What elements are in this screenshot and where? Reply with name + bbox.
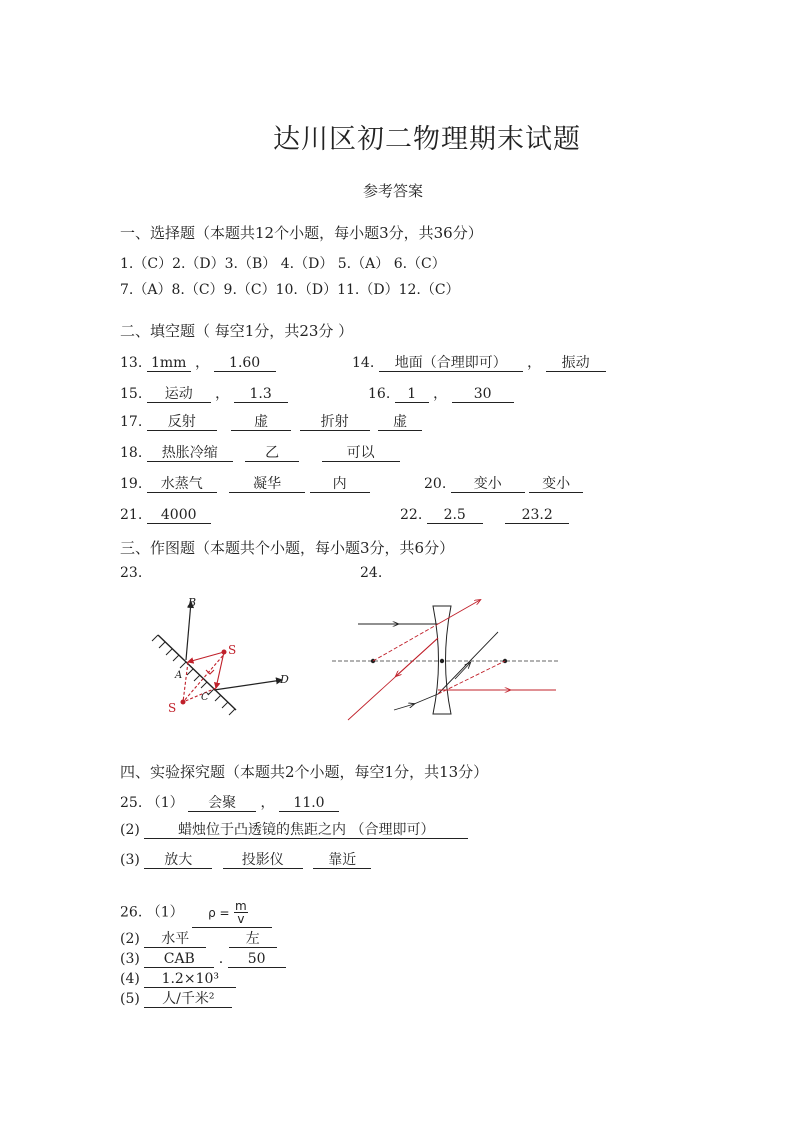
q15-answer1: 运动 [147, 386, 211, 403]
formula-numerator: m [235, 899, 247, 913]
q15-sep: ， [215, 386, 230, 402]
label-s: S [228, 643, 237, 657]
q25-2-answer: 蜡烛位于凸透镜的焦距之内 （合理即可） [144, 822, 468, 839]
section3-heading: 三、作图题（本题共个小题，每小题3分，共6分） [120, 539, 455, 557]
label-c: C [201, 692, 209, 703]
formula-lhs: ρ = [208, 905, 230, 920]
q20-answer1: 变小 [451, 476, 525, 493]
section1-row1: 1.（C）2.（D）3.（B） 4.（D） 5.（A） 6.（C） [120, 256, 446, 272]
formula-fraction [234, 900, 248, 925]
q16 [368, 383, 514, 403]
q26-5-part: (5) [120, 991, 140, 1007]
q16-num: 16. [368, 386, 391, 402]
q24-label: 24. [360, 565, 383, 581]
q16-answer2: 30 [452, 386, 514, 403]
q17-answer4: 虚 [378, 414, 422, 431]
q18-num: 18. [120, 445, 143, 461]
q14-sep: ， [527, 355, 542, 371]
q26-5-answer: 人/千米² [144, 991, 232, 1008]
section4-heading: 四、实验探究题（本题共2个小题，每空1分，共13分） [120, 763, 489, 781]
section1-heading: 一、选择题（本题共12个小题，每小题3分，共36分） [120, 224, 483, 242]
q26-formula [192, 900, 272, 928]
q26-5 [120, 991, 232, 1008]
q26-2 [120, 931, 277, 948]
q13 [120, 352, 276, 372]
q22-answer2: 23.2 [505, 507, 569, 524]
q19-answer1: 水蒸气 [147, 476, 217, 493]
fig23-mirror-diagram [148, 590, 298, 720]
q26-4-part: (4) [120, 971, 140, 987]
q23-label: 23. [120, 565, 143, 581]
q18-answer2: 乙 [245, 445, 299, 462]
q26-4-answer: 1.2×10³ [144, 971, 236, 988]
q17-num: 17. [120, 414, 143, 430]
q21-num: 21. [120, 507, 143, 523]
point-s-image [181, 700, 186, 705]
q22-num: 22. [400, 507, 423, 523]
q25-3 [120, 852, 371, 869]
q13-answer1: 1mm [147, 355, 191, 372]
q25-part1: （1） [146, 795, 184, 811]
q15-num: 15. [120, 386, 143, 402]
q14-answer2: 振动 [546, 355, 606, 372]
q16-sep: ， [433, 386, 448, 402]
point-s [222, 650, 227, 655]
label-b: B [188, 596, 197, 609]
q17-answer3: 折射 [300, 414, 370, 431]
q25-answer2: 11.0 [279, 795, 339, 812]
q25-3-part: (3) [120, 852, 140, 868]
section1-row2: 7.（A）8.（C）9.（C）10.（D）11.（D）12.（C） [120, 282, 460, 298]
q26-2-answer1: 水平 [144, 931, 206, 948]
red-rays [348, 600, 556, 720]
q26-part1: （1） [146, 904, 184, 921]
label-d: D [280, 673, 289, 686]
q21 [120, 507, 211, 524]
q26-2-answer2: 左 [229, 931, 277, 948]
q20-num: 20. [424, 476, 447, 492]
q25-sep: ， [260, 795, 275, 811]
ray-cd [214, 680, 282, 690]
q19 [120, 476, 370, 493]
q13-sep: ， [195, 355, 210, 371]
q26-3-answer2: 50 [228, 951, 286, 968]
q25-num: 25. [120, 795, 143, 811]
q25 [120, 792, 339, 812]
q25-3-answer2: 投影仪 [223, 852, 303, 869]
q26-num: 26. [120, 904, 143, 921]
q26-3-part: (3) [120, 951, 140, 967]
q22-answer1: 2.5 [427, 507, 483, 524]
q14 [352, 352, 606, 372]
lens-center [440, 659, 444, 663]
q18-answer3: 可以 [322, 445, 400, 462]
q26-3-sep: . [218, 951, 224, 967]
q17-answer1: 反射 [147, 414, 217, 431]
q16-answer1: 1 [395, 386, 429, 403]
q21-answer1: 4000 [147, 507, 211, 524]
label-s-image: S [168, 701, 177, 715]
q25-answer1: 会聚 [188, 795, 256, 812]
q26-4 [120, 971, 236, 988]
q17-answer2: 虚 [231, 414, 291, 431]
mirror [152, 635, 236, 715]
q25-3-answer3: 靠近 [313, 852, 371, 869]
q20 [424, 476, 583, 493]
label-a: A [175, 670, 183, 681]
q25-2 [120, 822, 468, 839]
q25-3-answer1: 放大 [144, 852, 212, 869]
page-title: 达川区初二物理期末试题 [273, 124, 581, 155]
formula-denominator: v [237, 912, 245, 926]
q18 [120, 445, 400, 462]
q14-num: 14. [352, 355, 375, 371]
q18-answer1: 热胀冷缩 [147, 445, 233, 462]
q19-answer2: 凝华 [229, 476, 305, 493]
q26-2-part: (2) [120, 931, 140, 947]
q20-answer2: 变小 [529, 476, 583, 493]
fig24-lens-diagram [330, 592, 562, 724]
ray-ab [186, 602, 191, 660]
q15-answer2: 1.3 [234, 386, 288, 403]
q19-answer3: 内 [310, 476, 370, 493]
q25-2-part: (2) [120, 822, 140, 838]
q26-3-answer1: CAB [144, 951, 214, 968]
q19-num: 19. [120, 476, 143, 492]
q15 [120, 383, 288, 403]
q13-num: 13. [120, 355, 143, 371]
section2-heading: 二、填空题（ 每空1分，共23分 ） [120, 322, 354, 340]
page-subtitle: 参考答案 [362, 182, 423, 200]
q13-answer2: 1.60 [214, 355, 276, 372]
q14-answer1: 地面（合理即可） [379, 355, 523, 372]
q22 [400, 507, 569, 524]
q17 [120, 414, 422, 431]
black-rays [358, 624, 498, 710]
q26 [120, 900, 272, 928]
q26-3 [120, 951, 286, 968]
